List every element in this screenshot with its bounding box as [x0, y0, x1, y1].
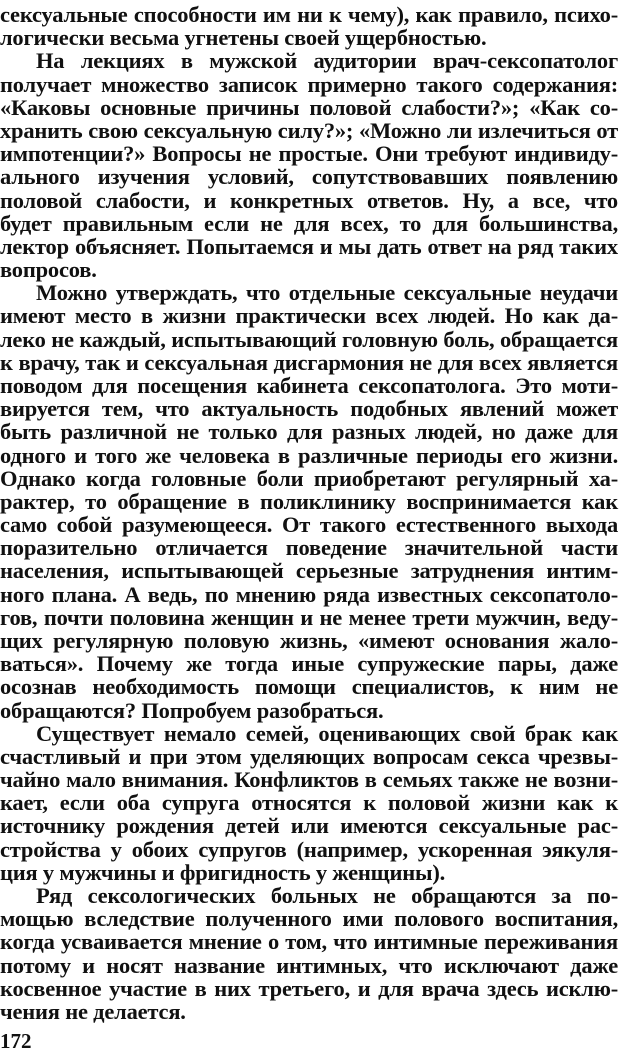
- text-line: гов, почти половина женщин и не менее трети мужчин, веду-: [0, 604, 618, 630]
- paragraph-first-line: Существует немало семей, оценивающих свой брак как: [36, 720, 618, 746]
- text-line: одного и того же человека в различные периоды его жизни.: [0, 442, 618, 468]
- text-line: «Каковы основные причины половой слабости?»; «Как со-: [0, 94, 618, 120]
- text-line: леко не каждый, испытывающий головную боль, обращается: [0, 326, 618, 352]
- text-line: ция у мужчины и фригидность у женщины).: [0, 859, 446, 885]
- text-line: быть различной не только для разных людей, но даже для: [0, 419, 618, 445]
- paragraph-first-line: На лекциях в мужской аудитории врач-сексопатолог: [36, 48, 618, 74]
- text-line: Однако когда головные боли приобретают регулярный ха-: [0, 465, 618, 491]
- text-line: щих регулярную половую жизнь, «имеют основания жало-: [0, 627, 618, 653]
- text-line: счастливый и при этом уделяющих вопросам секса чрезвы-: [0, 743, 618, 769]
- text-line: импотенции?» Вопросы не простые. Они требуют индивиду-: [0, 141, 618, 167]
- text-line: вопросов.: [0, 257, 97, 282]
- text-line: чайно мало внимания. Конфликтов в семьях также не возни-: [0, 767, 618, 792]
- text-line: осознав необходимость помощи специалистов, к ним не: [0, 674, 618, 700]
- text-line: когда усваивается мнение о том, что интимные переживания: [0, 929, 618, 955]
- text-line: поводом для посещения кабинета сексопатолога. Это моти-: [0, 372, 618, 398]
- text-line: ного плана. А ведь, по мнению ряда известных сексопатоло-: [0, 581, 618, 607]
- text-line: кает, если оба супруга относятся к половой жизни как к: [0, 790, 618, 816]
- text-line: населения, испытывающей серьезные затруднения интим-: [0, 558, 618, 584]
- text-line: чения не делается.: [0, 998, 186, 1024]
- text-line: стройства у обоих супругов (например, ускоренная эякуля-: [0, 836, 618, 862]
- text-line: вируется тем, что актуальность подобных явлений может: [0, 396, 618, 422]
- text-line: хранить свою сексуальную силу?»; «Можно ли излечиться от: [0, 117, 618, 143]
- text-line: будет правильным если не для всех, то для большинства,: [0, 210, 618, 236]
- text-line: получает множество записок примерно такого содержания:: [0, 71, 618, 97]
- text-line: половой слабости, и конкретных ответов. Ну, а все, что: [0, 187, 618, 213]
- paragraph-first-line: Можно утверждать, что отдельные сексуальные неудачи: [36, 280, 618, 306]
- text-line: сексуальные способности им ни к чему), как правило, психо-: [0, 2, 618, 27]
- text-line: к врачу, так и сексуальная дисгармония не для всех является: [0, 349, 618, 375]
- text-line: поразительно отличается поведение значительной части: [0, 535, 618, 561]
- text-line: ваться». Почему же тогда иные супружеские пары, даже: [0, 651, 618, 677]
- text-line: источнику рождения детей или имеются сексуальные рас-: [0, 813, 618, 839]
- text-line: имеют место в жизни практически всех людей. Но как да-: [0, 303, 618, 329]
- paragraph-first-line: Ряд сексологических больных не обращаются за по-: [36, 882, 618, 908]
- text-line: логически весьма угнетены своей ущербностью.: [0, 25, 487, 51]
- text-line: лектор объясняет. Попытаемся и мы дать ответ на ряд таких: [0, 233, 618, 259]
- text-line: само собой разумеющееся. От такого естественного выхода: [0, 512, 618, 537]
- text-line: ального изучения условий, сопутствовавших появлению: [0, 164, 618, 190]
- text-line: мощью вследствие полученного ими полового воспитания,: [0, 906, 618, 932]
- text-line: рактер, то обращение в поликлинику воспринимается как: [0, 488, 618, 514]
- text-line: обращаются? Попробуем разобраться.: [0, 697, 384, 723]
- page-number: 172: [0, 1029, 32, 1053]
- text-line: потому и носят название интимных, что исключают даже: [0, 952, 618, 978]
- text-line: косвенное участие в них третьего, и для врача здесь исклю-: [0, 975, 618, 1001]
